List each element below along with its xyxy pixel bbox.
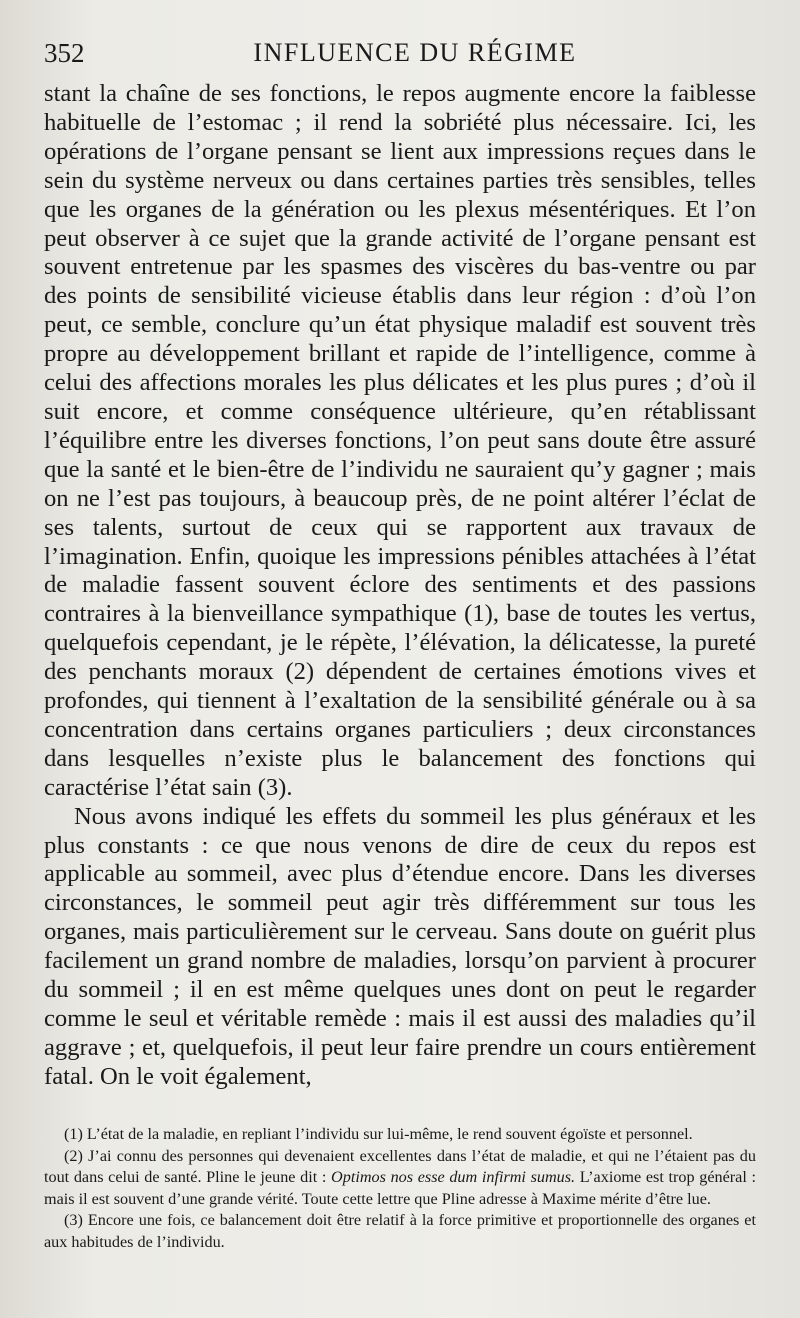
paragraph-1: stant la chaîne de ses fonctions, le repos augmente encore la faiblesse habituelle de l’estomac ; il rend la sobriété plus nécessaire. Ici, les opérations de l’organe pensant se lient aux impressions reçues dans le sein du système nerveux ou dans certaines parties très sensibles, telles que les organes de la génération ou les plexus mésentériques. Et l’on peut observer à ce sujet que la grande activité de l’organe pensant est souvent entretenue par les spasmes des viscères du bas-ventre ou par des points de sensibilité vicieuse établis dans leur région : d’où l’on peut, ce semble, conclure qu’un état physique maladif est souvent très propre au développement brillant et rapide de l’intelligence, comme à celui des affections morales les plus délicates et les plus pures ; d’où il suit encore, et comme conséquence ultérieure, qu’en rétablissant l’équilibre entre les diverses fonctions, l’on peut sans doute être assuré que la santé et le bien-être de l’individu ne sauraient qu’y gagner ; mais on ne l’est pas toujours, à beaucoup près, de ne point altérer l’éclat de ses talents, surtout de ceux qui se rapportent aux travaux de l’imagination. Enfin, quoique les impressions pénibles attachées à l’état de maladie fassent souvent éclore des sentiments et des passions contraires à la bienveillance sympathique (1), base de toutes les vertus, quelquefois cependant, je le répète, l’élévation, la délicatesse, la pureté des penchants moraux (2) dépendent de certaines émotions vives et profondes, qui tiennent à l’exaltation de la sensibilité générale ou à sa concentration dans certains organes particuliers ; deux circonstances dans lesquelles n’existe plus le balancement des fonctions qui caractérise l’état sain (3). <box>44 80 756 801</box>
footnote-2-text-a: (2) J’ai connu des personnes qui devenaient excellentes dans l’état de maladie, et qui ne l’étaient pas du tout dans celui de santé. Pline le jeune dit : <box>44 1146 756 1187</box>
footnotes <box>44 1124 756 1254</box>
page-number: 352 <box>44 38 85 68</box>
running-title: INFLUENCE DU RÉGIME <box>253 38 577 67</box>
footnote-2-text-b: L’axiome est trop général : mais il est souvent d’une grande vérité. Toute cette lettre que Pline adresse à Maxime mérite d’être lue. <box>44 1168 757 1208</box>
page-header <box>44 38 756 74</box>
paragraph-2: Nous avons indiqué les effets du sommeil les plus généraux et les plus constants : ce que nous venons de dire de ceux du repos est applicable au sommeil, avec plus d’étendue encore. Dans les diverses circonstances, le sommeil peut agir très différemment sur tous les organes, mais particulièrement sur le cerveau. Sans doute on guérit plus facilement un grand nombre de maladies, lorsqu’on parvient à procurer du sommeil ; il en est même quelques unes dont on peut le regarder comme le seul et véritable remède : mais il est aussi des maladies qu’il aggrave ; et, quelquefois, il peut leur faire prendre un cours entièrement fatal. On le voit également, <box>44 802 756 1090</box>
footnote-1: (1) L’état de la maladie, en repliant l’individu sur lui-même, le rend souvent égoïste et personnel. <box>64 1125 693 1143</box>
footnote-2-latin-quote: Optimos nos esse dum infirmi sumus. <box>331 1168 576 1187</box>
footnote-3: (3) Encore une fois, ce balancement doit être relatif à la force primitive et proportionnelle des organes et aux habitudes de l’individu. <box>44 1211 756 1251</box>
footnote-2 <box>44 1146 756 1211</box>
main-text <box>44 80 756 1092</box>
